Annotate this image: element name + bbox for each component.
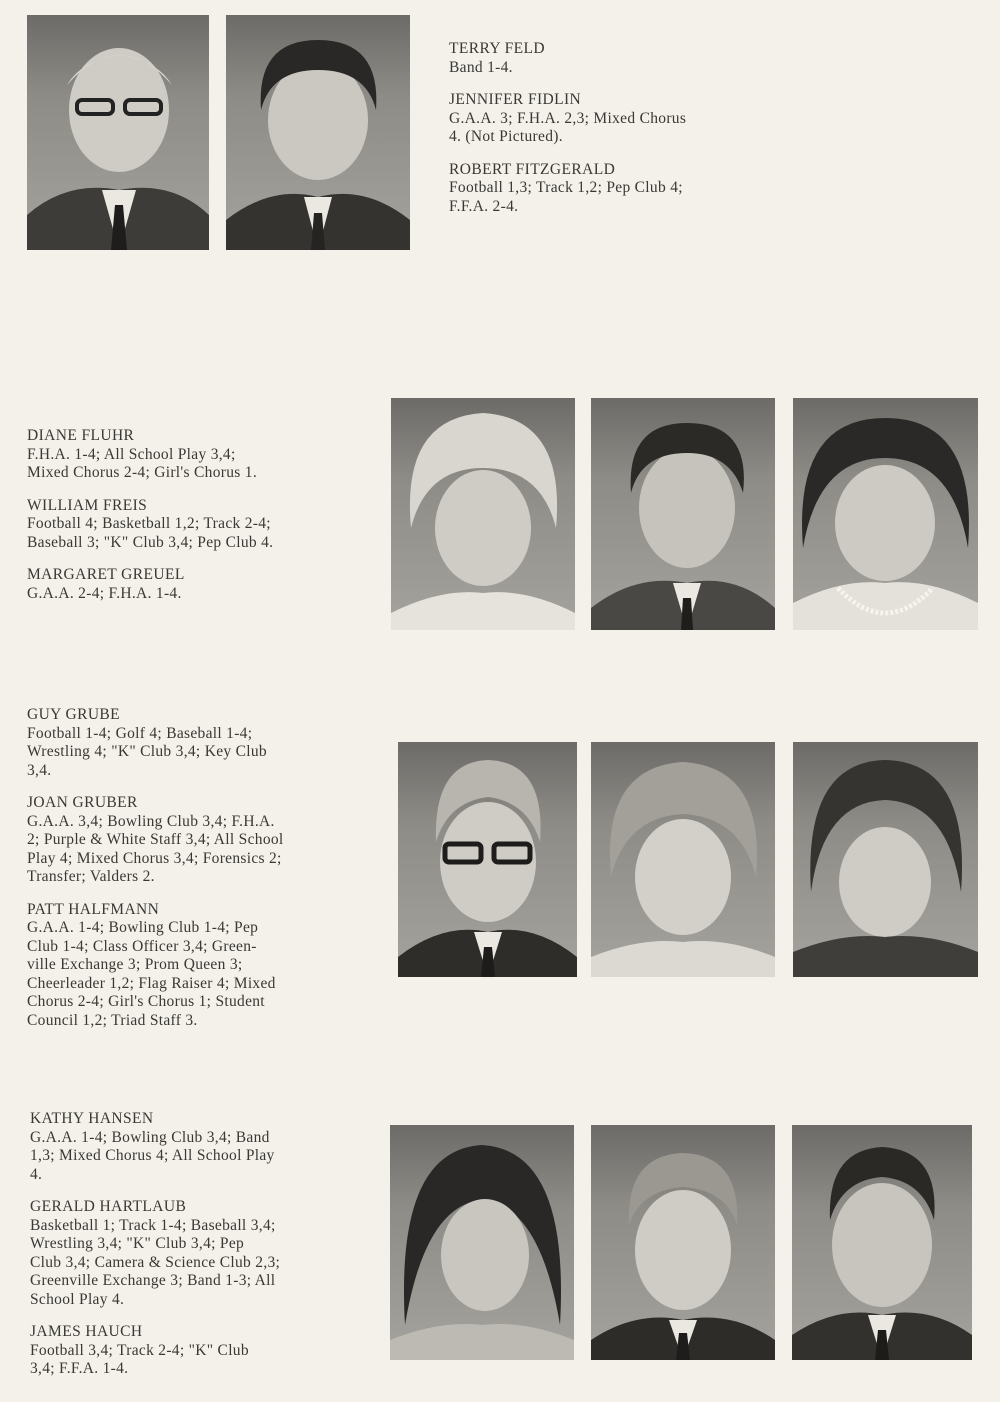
student-name: WILLIAM FREIS — [27, 496, 148, 514]
portrait-william-freis — [591, 398, 775, 630]
portrait-terry-feld — [27, 15, 209, 250]
entry-diane-fluhr — [27, 427, 377, 483]
activity-line: Football 3,4; Track 2-4; "K" Club — [30, 1341, 249, 1359]
student-name: GUY GRUBE — [27, 706, 121, 723]
activity-line: Cheerleader 1,2; Flag Raiser 4; Mixed — [27, 974, 276, 992]
entry-patt-halfmann — [27, 901, 382, 1031]
entry-guy-grube — [27, 706, 382, 780]
entry-terry-feld — [449, 40, 789, 77]
activity-line: Play 4; Mixed Chorus 3,4; Forensics 2; — [27, 849, 282, 867]
portrait-kathy-hansen — [390, 1125, 574, 1360]
activity-line: G.A.A. 2-4; F.H.A. 1-4. — [27, 584, 182, 602]
top-text-block — [449, 40, 789, 230]
activity-line: Club 3,4; Camera & Science Club 2,3; — [30, 1253, 281, 1271]
activity-line: Wrestling 3,4; "K" Club 3,4; Pep — [30, 1235, 245, 1252]
student-name: MARGARET GREUEL — [27, 566, 185, 583]
activity-line: Chorus 2-4; Girl's Chorus 1; Student — [27, 993, 265, 1010]
activity-line: Band 1-4. — [449, 58, 513, 76]
activity-line: G.A.A. 3; F.H.A. 2,3; Mixed Chorus — [449, 109, 687, 127]
portrait-james-hauch — [792, 1125, 972, 1360]
student-name: GERALD HARTLAUB — [30, 1198, 187, 1215]
activity-line: Baseball 3; "K" Club 3,4; Pep Club 4. — [27, 533, 274, 551]
activity-line: Transfer; Valders 2. — [27, 868, 155, 885]
portrait-guy-grube — [398, 742, 577, 977]
entry-jennifer-fidlin — [449, 91, 789, 147]
activity-line: Football 1,3; Track 1,2; Pep Club 4; — [449, 179, 683, 196]
portrait-jennifer-fidlin-slot — [226, 15, 410, 250]
activity-line: 4. — [30, 1165, 43, 1183]
activity-line: G.A.A. 1-4; Bowling Club 1-4; Pep — [27, 919, 259, 936]
activity-line: G.A.A. 1-4; Bowling Club 3,4; Band — [30, 1128, 270, 1146]
activity-line: 3,4; F.F.A. 1-4. — [30, 1360, 129, 1377]
activity-line: 1,3; Mixed Chorus 4; All School Play — [30, 1147, 275, 1164]
activity-line: F.F.A. 2-4. — [449, 197, 519, 215]
row2-text-block — [27, 427, 377, 617]
activity-line: Basketball 1; Track 1-4; Baseball 3,4; — [30, 1216, 276, 1234]
student-name: DIANE FLUHR — [27, 427, 135, 444]
activity-line: Football 4; Basketball 1,2; Track 2-4; — [27, 515, 271, 532]
row3-text-block — [27, 706, 382, 1044]
portrait-joan-gruber — [591, 742, 775, 977]
activity-line: Football 1-4; Golf 4; Baseball 1-4; — [27, 724, 253, 742]
activity-line: Greenville Exchange 3; Band 1-3; All — [30, 1272, 276, 1289]
portrait-patt-halfmann — [793, 742, 978, 977]
student-name: PATT HALFMANN — [27, 900, 160, 918]
activity-line: Council 1,2; Triad Staff 3. — [27, 1011, 198, 1029]
activity-line: Mixed Chorus 2-4; Girl's Chorus 1. — [27, 464, 257, 481]
student-name: JAMES HAUCH — [30, 1323, 143, 1340]
entry-james-hauch — [30, 1323, 380, 1379]
portrait-diane-fluhr — [391, 398, 575, 630]
entry-margaret-greuel — [27, 566, 377, 603]
portrait-margaret-greuel — [793, 398, 978, 630]
row4-text-block — [30, 1110, 380, 1393]
student-name: TERRY FELD — [449, 40, 546, 57]
activity-line: 3,4. — [27, 761, 52, 779]
activity-line: F.H.A. 1-4; All School Play 3,4; — [27, 445, 236, 463]
student-name: KATHY HANSEN — [30, 1110, 154, 1127]
activity-line: 2; Purple & White Staff 3,4; All School — [27, 831, 284, 848]
entry-gerald-hartlaub — [30, 1198, 380, 1309]
entry-kathy-hansen — [30, 1110, 380, 1184]
activity-line: Club 1-4; Class Officer 3,4; Green- — [27, 937, 257, 955]
activity-line: ville Exchange 3; Prom Queen 3; — [27, 956, 243, 973]
entry-william-freis — [27, 497, 377, 553]
student-name: JOAN GRUBER — [27, 794, 138, 811]
student-name: ROBERT FITZGERALD — [449, 160, 616, 178]
entry-robert-fitzgerald — [449, 161, 789, 217]
student-name: JENNIFER FIDLIN — [449, 91, 582, 108]
activity-line: G.A.A. 3,4; Bowling Club 3,4; F.H.A. — [27, 812, 275, 830]
portrait-gerald-hartlaub — [591, 1125, 775, 1360]
entry-joan-gruber — [27, 794, 382, 887]
activity-line: 4. (Not Pictured). — [449, 128, 563, 145]
activity-line: Wrestling 4; "K" Club 3,4; Key Club — [27, 743, 267, 760]
activity-line: School Play 4. — [30, 1290, 125, 1308]
